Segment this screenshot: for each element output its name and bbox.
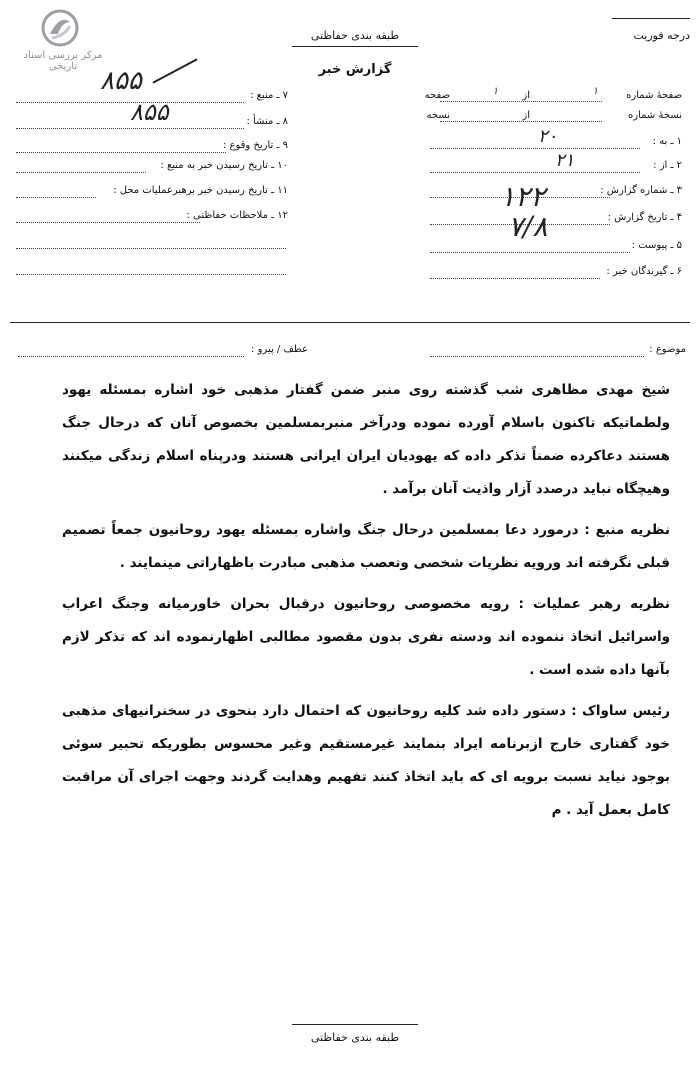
- header-divider: [10, 322, 690, 323]
- field-event-date: ۹ ـ تاریخ وقوع :: [222, 140, 288, 151]
- field-report-no: ۳ ـ شماره گزارش :: [600, 185, 682, 196]
- field-date-received-leader-dots: [16, 197, 96, 198]
- operation-leader-opinion-label: نظریه رهبر عملیات :: [518, 596, 671, 612]
- handwritten-strike: [152, 58, 197, 83]
- page-of-label: از: [522, 90, 530, 101]
- field-attachment: ۵ ـ پیوست :: [631, 240, 682, 251]
- left-blank-dots-2: [16, 274, 286, 275]
- reference-dots: [18, 356, 244, 357]
- priority-line: [612, 18, 690, 19]
- savak-chief-label: رئیس ساواک :: [571, 703, 671, 719]
- paragraph-1: شیخ مهدی مظاهری شب گذشته روی منبر ضمن گفتار مذهبی خود اشاره بمسئله یهود ولطماتیکه تاکنون باسلام آورده نموده ودرآخر منبربمسلمین بخصوص آنان که درحال جنگ هستند دعاکرده ضمناً تذکر داده که یهودیان ایران ایرانی هستند ودرپناه اسلام زندگی میکنند وهیچگاه نباید درصدد آزار واذیت آنان برآمد .: [62, 382, 670, 497]
- field-from: ۲ ـ از :: [653, 160, 682, 171]
- field-date-received-source: ۱۰ ـ تاریخ رسیدن خبر به منبع :: [160, 160, 288, 171]
- handwritten-report-date: ۷/۸: [508, 210, 548, 243]
- handwritten-source-code: ۸۵۵: [100, 66, 142, 96]
- operation-leader-opinion-text: رویه مخصوصی روحانیون درقبال بحران خاورمیانه وجنگ اعراب واسرائیل اتخاذ ننموده اند ودسته نفری بدون مقصود مطالبی اظهارنموده اند که تذکر لازم بآنها داده شده است .: [62, 596, 670, 678]
- subject-label: موضوع :: [649, 344, 686, 355]
- footer-classification: طبقه بندی حفاظتی: [310, 1031, 400, 1044]
- handwritten-from: ۲۱: [555, 150, 575, 171]
- field-date-received-source-dots: [16, 172, 146, 173]
- archive-logo: [40, 8, 80, 48]
- field-report-date: ۴ ـ تاریخ گزارش :: [607, 212, 682, 223]
- copy-number-dots: [440, 121, 602, 122]
- savak-chief-text: دستور داده شد کلیه روحانیون که احتمال دارد بنحوی در سخنرانیهای مذهبی خود گفتاری خارج ازبرنامه ایراد بنمایند غیرمستقیم وغیر محسوس بطوریکه تحبیر سوئی بوجود نیاید نسبت برویه ای که باید اتخاذ کنند تفهیم وهدایت گردند وجهت اجرای آن مراقبت کامل بعمل آید . م: [62, 703, 670, 818]
- field-recipients-dots: [430, 278, 600, 279]
- archive-logo-icon: [40, 8, 80, 48]
- page-number-dots: [440, 101, 602, 102]
- header-classification-line: [292, 46, 418, 47]
- handwritten-to: ۲۰: [538, 126, 558, 147]
- source-opinion-text: درمورد دعا بمسلمین درحال جنگ واشاره بمسئله یهود روحانیون جمعاً تصمیم قبلی نگرفته اند ورویه نظریات شخصی وتعصب مذهبی مبادرت باظهاراتی مینمایند .: [62, 522, 670, 571]
- field-recipients: ۶ ـ گیرندگان خبر :: [606, 266, 682, 277]
- subject-dots: [430, 356, 644, 357]
- page-unit-label: صفحه: [424, 90, 450, 101]
- left-blank-dots-1: [16, 248, 286, 249]
- header-classification: طبقه بندی حفاظتی: [310, 29, 400, 42]
- source-opinion-label: نظریه منبع :: [584, 522, 670, 538]
- field-to: ۱ ـ به :: [652, 136, 682, 147]
- footer-line: [292, 1024, 418, 1025]
- field-origin-dots: [16, 128, 244, 129]
- page-no-value: ۱: [592, 86, 598, 97]
- handwritten-origin-code: ۸۵۵: [130, 98, 169, 126]
- paragraph-2: [62, 514, 670, 580]
- field-origin: ۸ ـ منشأ :: [246, 116, 288, 127]
- handwritten-report-no: ۱۲۲: [500, 180, 546, 213]
- field-event-date-dots: [16, 152, 226, 153]
- paragraph-4: [62, 695, 670, 827]
- paragraph-3: [62, 588, 670, 687]
- field-to-dots: [430, 148, 640, 149]
- field-from-dots: [430, 172, 640, 173]
- report-title: گزارش خبر: [318, 62, 392, 77]
- copy-unit-label: نسخه: [426, 110, 450, 121]
- field-security-notes: ۱۲ ـ ملاحظات حفاظتی :: [186, 210, 288, 221]
- page-no-label: صفحهٔ شماره: [626, 90, 682, 101]
- archive-watermark-text: مرکز بررسی اسناد تاریخی: [23, 50, 103, 72]
- copy-of-label: از: [522, 110, 530, 121]
- field-attachment-dots: [430, 252, 630, 253]
- page-total-value: ۱: [492, 86, 498, 97]
- field-source: ۷ ـ منبع :: [250, 90, 288, 101]
- priority-label: درجه فوریت: [633, 29, 690, 42]
- field-date-received-leader: ۱۱ ـ تاریخ رسیدن خبر برهبرعملیات محل :: [113, 185, 288, 196]
- reference-label: عطف / پیرو :: [251, 344, 308, 355]
- copy-no-label: نسخهٔ شماره: [628, 110, 682, 121]
- report-body: [62, 374, 670, 827]
- field-security-notes-dots: [16, 222, 200, 223]
